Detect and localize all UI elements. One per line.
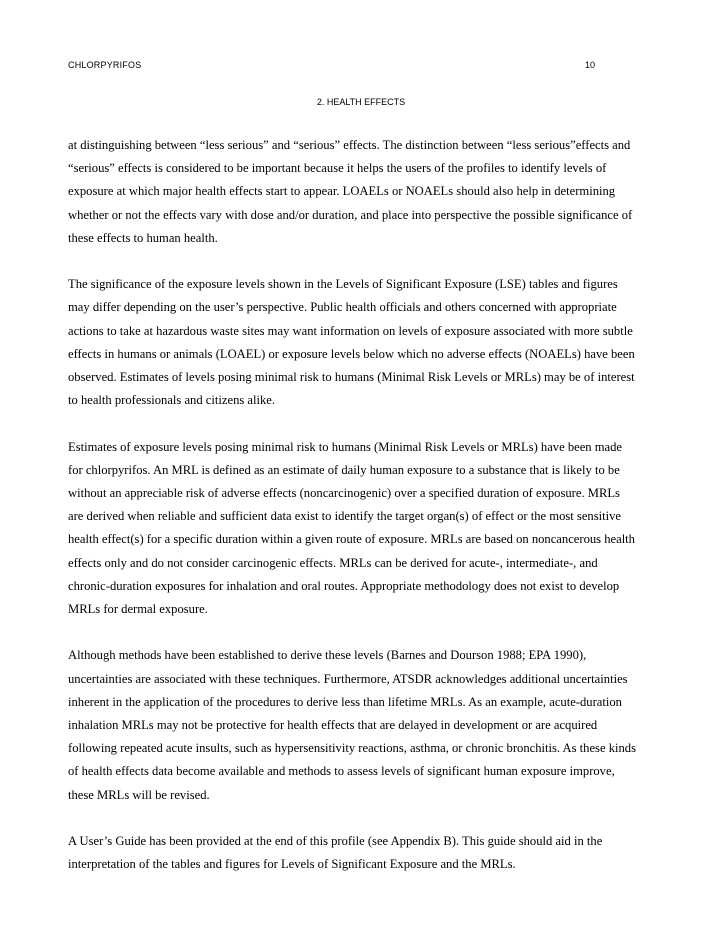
section-title: [0, 97, 728, 107]
running-header-title: CHLORPYRIFOS: [68, 60, 142, 70]
text-line: interpretation of the tables and figures for Levels of Significant Exposure and the MRLs.: [68, 857, 516, 872]
text-line: “serious” effects is considered to be important because it helps the users of the profiles to identify levels of: [68, 161, 607, 176]
text-line: to health professionals and citizens alike.: [68, 393, 276, 408]
text-line: actions to take at hazardous waste sites may want information on levels of exposure associated with more subtle: [68, 323, 633, 338]
text-line: these MRLs will be revised.: [68, 787, 210, 802]
text-line: inherent in the application of the procedures to derive less than lifetime MRLs. As an example, acute-duration: [68, 694, 622, 709]
text-line: inhalation MRLs may not be protective for health effects that are delayed in development or are acquired: [68, 718, 598, 733]
body-text: [68, 134, 658, 900]
text-line: following repeated acute insults, such as hypersensitivity reactions, asthma, or chronic bronchitis. As these kinds: [68, 741, 636, 756]
paragraph-4: [68, 644, 658, 806]
text-line: MRLs for dermal exposure.: [68, 602, 208, 617]
text-line: may differ depending on the user’s perspective. Public health officials and others concerned with appropriate: [68, 300, 617, 315]
text-line: health effect(s) for a specific duration within a given route of exposure. MRLs are based on noncancerous health: [68, 532, 635, 547]
text-line: whether or not the effects vary with dose and/or duration, and place into perspective the possible significance of: [68, 207, 633, 222]
page-number: 10: [585, 60, 596, 70]
text-line: The significance of the exposure levels shown in the Levels of Significant Exposure (LSE) tables and figures: [68, 277, 618, 292]
text-line: chronic-duration exposures for inhalation and oral routes. Appropriate methodology does not exist to develop: [68, 578, 620, 593]
text-line: these effects to human health.: [68, 230, 218, 245]
text-line: for chlorpyrifos. An MRL is defined as an estimate of daily human exposure to a substance that is likely to be: [68, 462, 620, 477]
text-line: at distinguishing between “less serious” and “serious” effects. The distinction between “less serious”effects and: [68, 138, 631, 152]
section-title-text: 2. HEALTH EFFECTS: [316, 97, 406, 107]
text-line: Estimates of exposure levels posing minimal risk to humans (Minimal Risk Levels or MRLs) have been made: [68, 439, 623, 454]
text-line: observed. Estimates of levels posing minimal risk to humans (Minimal Risk Levels or MRLs) may be of interest: [68, 370, 635, 385]
paragraph-5: [68, 830, 658, 876]
text-line: exposure at which major health effects start to appear. LOAELs or NOAELs should also help in determining: [68, 184, 616, 199]
text-line: without an appreciable risk of adverse effects (noncarcinogenic) over a specified duration of exposure. MRLs: [68, 486, 620, 501]
paragraph-1: [68, 134, 658, 250]
text-line: uncertainties are associated with these techniques. Furthermore, ATSDR acknowledges additional uncertainties: [68, 671, 628, 686]
text-line: of health effects data become available and methods to assess levels of significant human exposure improve,: [68, 764, 615, 779]
text-line: effects only and do not consider carcinogenic effects. MRLs can be derived for acute-, intermediate-, and: [68, 555, 598, 570]
text-line: Although methods have been established to derive these levels (Barnes and Dourson 1988; EPA 1990),: [68, 648, 587, 663]
paragraph-3: [68, 436, 658, 622]
text-line: A User’s Guide has been provided at the end of this profile (see Appendix B). This guide should aid in the: [68, 834, 603, 849]
text-line: are derived when reliable and sufficient data exist to identify the target organ(s) of effect or the most sensitive: [68, 509, 622, 524]
paragraph-2: [68, 273, 658, 412]
text-line: effects in humans or animals (LOAEL) or exposure levels below which no adverse effects (NOAELs) have been: [68, 346, 635, 361]
